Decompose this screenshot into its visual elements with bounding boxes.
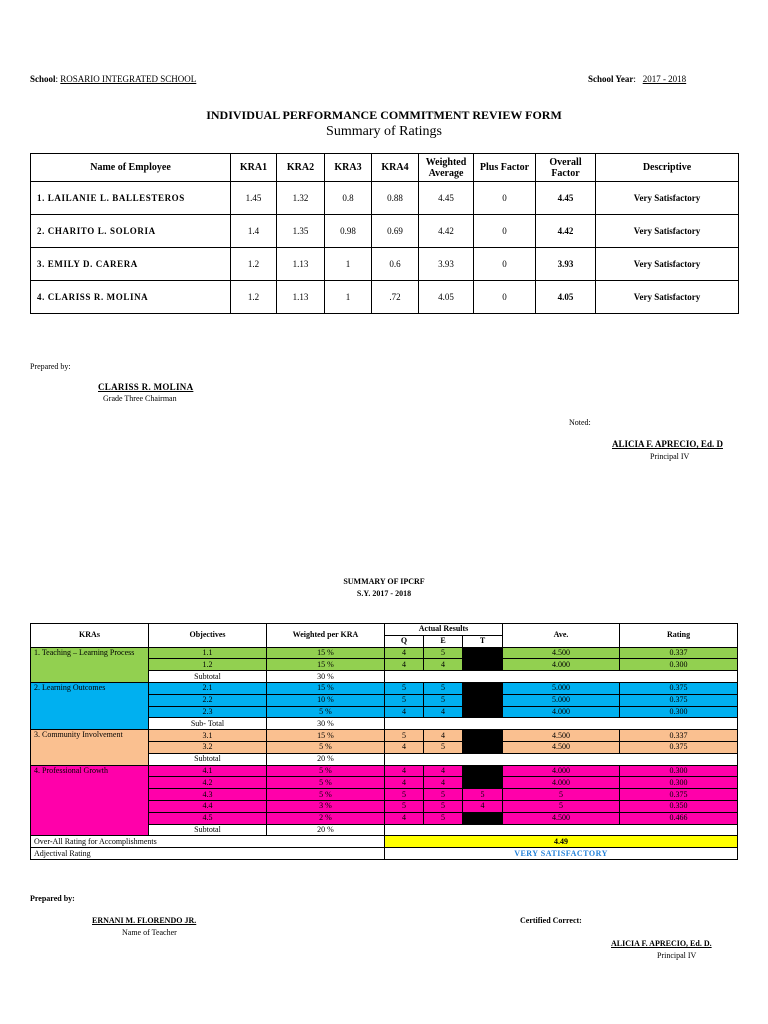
col-kra2: KRA2 <box>277 154 325 182</box>
rating-cell: 0.300 <box>620 706 738 718</box>
header-rating: Rating <box>620 624 738 648</box>
col-plus-factor: Plus Factor <box>474 154 536 182</box>
kra-3-label: 3. Community Involvement <box>31 730 149 765</box>
weighted-average-cell: 3.93 <box>419 248 474 281</box>
t-cell <box>463 741 503 753</box>
objective-cell: 3.1 <box>149 730 267 742</box>
certifier-position: Principal IV <box>657 951 697 960</box>
kra-4-label: 4. Professional Growth <box>31 765 149 836</box>
kra4-cell: 0.6 <box>372 248 419 281</box>
t-cell <box>463 812 503 824</box>
ave-cell: 4.500 <box>503 812 620 824</box>
teacher-position: Name of Teacher <box>122 928 177 937</box>
weight-cell: 5 % <box>267 706 385 718</box>
objective-cell: 3.2 <box>149 741 267 753</box>
t-cell <box>463 694 503 706</box>
header-ave: Ave. <box>503 624 620 648</box>
ave-cell: 4.500 <box>503 741 620 753</box>
plus-factor-cell: 0 <box>474 248 536 281</box>
q-cell: 4 <box>385 812 424 824</box>
kra3-cell: 0.8 <box>325 182 372 215</box>
ave-cell: 5 <box>503 789 620 801</box>
t-cell <box>463 730 503 742</box>
subtotal-blank <box>385 671 738 683</box>
ipcrf-header-row <box>31 624 738 636</box>
kra1-cell: 1.2 <box>231 248 277 281</box>
e-cell: 5 <box>424 800 463 812</box>
weight-cell: 5 % <box>267 765 385 777</box>
t-cell <box>463 765 503 777</box>
kra4-cell: 0.69 <box>372 215 419 248</box>
kra3-cell: 1 <box>325 281 372 314</box>
t-cell: 4 <box>463 800 503 812</box>
weight-cell: 2 % <box>267 812 385 824</box>
table-row <box>31 730 738 742</box>
header-objectives: Objectives <box>149 624 267 648</box>
prepared-by-label: Prepared by: <box>30 362 71 371</box>
plus-factor-cell: 0 <box>474 182 536 215</box>
adjectival-label: Adjectival Rating <box>31 848 385 860</box>
kra1-cell: 1.45 <box>231 182 277 215</box>
kra1-cell: 1.2 <box>231 281 277 314</box>
weight-cell: 10 % <box>267 694 385 706</box>
subtotal-blank <box>385 753 738 765</box>
e-cell: 4 <box>424 659 463 671</box>
noted-position: Principal IV <box>650 452 690 461</box>
adjectival-value: VERY SATISFACTORY <box>385 848 738 860</box>
school-year-label: School Year <box>588 74 634 84</box>
kra3-cell: 1 <box>325 248 372 281</box>
header-kras: KRAs <box>31 624 149 648</box>
header-e: E <box>424 635 463 647</box>
subtotal-label: Subtotal <box>149 824 267 836</box>
ave-cell: 4.000 <box>503 659 620 671</box>
weight-cell: 3 % <box>267 800 385 812</box>
header-q: Q <box>385 635 424 647</box>
overall-factor-cell: 3.93 <box>536 248 596 281</box>
objective-cell: 4.3 <box>149 789 267 801</box>
kra-1-label: 1. Teaching – Learning Process <box>31 647 149 682</box>
t-cell <box>463 706 503 718</box>
q-cell: 5 <box>385 694 424 706</box>
summary-sy: S.Y. 2017 - 2018 <box>356 589 412 598</box>
rating-cell: 0.300 <box>620 777 738 789</box>
header-t: T <box>463 635 503 647</box>
objective-cell: 1.2 <box>149 659 267 671</box>
rating-cell: 0.466 <box>620 812 738 824</box>
e-cell: 5 <box>424 789 463 801</box>
school-year: 2017 - 2018 <box>642 74 687 84</box>
employee-name: 2. CHARITO L. SOLORIA <box>31 215 231 248</box>
descriptive-cell: Very Satisfactory <box>596 215 739 248</box>
employee-name: 4. CLARISS R. MOLINA <box>31 281 231 314</box>
adjectival-row <box>31 848 738 860</box>
rating-cell: 0.375 <box>620 682 738 694</box>
employee-name: 3. EMILY D. CARERA <box>31 248 231 281</box>
col-kra3: KRA3 <box>325 154 372 182</box>
kra2-cell: 1.13 <box>277 281 325 314</box>
kra4-cell: .72 <box>372 281 419 314</box>
ave-cell: 4.500 <box>503 730 620 742</box>
weight-cell: 15 % <box>267 682 385 694</box>
t-cell <box>463 647 503 659</box>
weight-cell: 5 % <box>267 741 385 753</box>
weighted-average-cell: 4.05 <box>419 281 474 314</box>
subtotal-value: 30 % <box>267 671 385 683</box>
q-cell: 5 <box>385 730 424 742</box>
col-name: Name of Employee <box>31 154 231 182</box>
q-cell: 4 <box>385 741 424 753</box>
table-row <box>31 765 738 777</box>
overall-factor-cell: 4.42 <box>536 215 596 248</box>
descriptive-cell: Very Satisfactory <box>596 281 739 314</box>
col-weighted-average: Weighted Average <box>419 154 474 182</box>
q-cell: 5 <box>385 800 424 812</box>
teacher-name: ERNANI M. FLORENDO JR. <box>92 916 197 925</box>
kra2-cell: 1.32 <box>277 182 325 215</box>
certified-label: Certified Correct: <box>520 916 582 925</box>
e-cell: 5 <box>424 812 463 824</box>
q-cell: 4 <box>385 765 424 777</box>
subtotal-value: 20 % <box>267 753 385 765</box>
e-cell: 5 <box>424 682 463 694</box>
plus-factor-cell: 0 <box>474 215 536 248</box>
rating-cell: 0.337 <box>620 730 738 742</box>
weight-cell: 15 % <box>267 647 385 659</box>
q-cell: 4 <box>385 647 424 659</box>
e-cell: 4 <box>424 730 463 742</box>
form-subtitle: Summary of Ratings <box>326 124 442 139</box>
e-cell: 5 <box>424 647 463 659</box>
ave-cell: 4.000 <box>503 765 620 777</box>
school-line: School: ROSARIO INTEGRATED SCHOOL <box>30 74 197 84</box>
weighted-average-cell: 4.42 <box>419 215 474 248</box>
weight-cell: 5 % <box>267 777 385 789</box>
descriptive-cell: Very Satisfactory <box>596 248 739 281</box>
col-overall-factor: Overall Factor <box>536 154 596 182</box>
table-row <box>31 182 739 215</box>
kra2-cell: 1.35 <box>277 215 325 248</box>
rating-cell: 0.300 <box>620 659 738 671</box>
noted-label: Noted: <box>569 418 591 427</box>
weight-cell: 15 % <box>267 659 385 671</box>
ave-cell: 4.000 <box>503 706 620 718</box>
rating-cell: 0.375 <box>620 694 738 706</box>
objective-cell: 4.5 <box>149 812 267 824</box>
weight-cell: 15 % <box>267 730 385 742</box>
preparer-name: CLARISS R. MOLINA <box>98 382 194 392</box>
table-row <box>31 281 739 314</box>
ave-cell: 5.000 <box>503 694 620 706</box>
subtotal-value: 30 % <box>267 718 385 730</box>
overall-row <box>31 836 738 848</box>
q-cell: 5 <box>385 682 424 694</box>
ratings-header-row <box>31 154 739 182</box>
col-descriptive: Descriptive <box>596 154 739 182</box>
e-cell: 4 <box>424 777 463 789</box>
t-cell: 5 <box>463 789 503 801</box>
table-row <box>31 647 738 659</box>
descriptive-cell: Very Satisfactory <box>596 182 739 215</box>
objective-cell: 4.1 <box>149 765 267 777</box>
overall-factor-cell: 4.05 <box>536 281 596 314</box>
ave-cell: 5 <box>503 800 620 812</box>
ipcrf-summary-table <box>30 623 738 860</box>
q-cell: 4 <box>385 706 424 718</box>
overall-value: 4.49 <box>385 836 738 848</box>
subtotal-label: Subtotal <box>149 753 267 765</box>
school-name: ROSARIO INTEGRATED SCHOOL <box>60 74 197 84</box>
form-title: INDIVIDUAL PERFORMANCE COMMITMENT REVIEW FORM <box>206 108 562 122</box>
subtotal-value: 20 % <box>267 824 385 836</box>
col-kra4: KRA4 <box>372 154 419 182</box>
q-cell: 4 <box>385 659 424 671</box>
objective-cell: 4.2 <box>149 777 267 789</box>
prepared-by-label-2: Prepared by: <box>30 894 75 903</box>
school-label: School <box>30 74 56 84</box>
kra4-cell: 0.88 <box>372 182 419 215</box>
ave-cell: 4.000 <box>503 777 620 789</box>
subtotal-blank <box>385 718 738 730</box>
certifier-name: ALICIA F. APRECIO, Ed. D. <box>611 939 712 948</box>
objective-cell: 4.4 <box>149 800 267 812</box>
subtotal-blank <box>385 824 738 836</box>
ratings-table <box>30 153 739 314</box>
plus-factor-cell: 0 <box>474 281 536 314</box>
ave-cell: 5.000 <box>503 682 620 694</box>
kra2-cell: 1.13 <box>277 248 325 281</box>
table-row <box>31 215 739 248</box>
objective-cell: 2.1 <box>149 682 267 694</box>
weight-cell: 5 % <box>267 789 385 801</box>
e-cell: 5 <box>424 741 463 753</box>
overall-factor-cell: 4.45 <box>536 182 596 215</box>
subtotal-label: Subtotal <box>149 671 267 683</box>
e-cell: 4 <box>424 765 463 777</box>
t-cell <box>463 777 503 789</box>
employee-name: 1. LAILANIE L. BALLESTEROS <box>31 182 231 215</box>
overall-label: Over-All Rating for Accomplishments <box>31 836 385 848</box>
t-cell <box>463 659 503 671</box>
school-year-line: School Year: 2017 - 2018 <box>588 74 687 84</box>
ave-cell: 4.500 <box>503 647 620 659</box>
objective-cell: 1.1 <box>149 647 267 659</box>
preparer-position: Grade Three Chairman <box>103 394 177 403</box>
t-cell <box>463 682 503 694</box>
subtotal-label: Sub- Total <box>149 718 267 730</box>
e-cell: 5 <box>424 694 463 706</box>
weighted-average-cell: 4.45 <box>419 182 474 215</box>
kra3-cell: 0.98 <box>325 215 372 248</box>
kra-2-label: 2. Learning Outcomes <box>31 682 149 729</box>
col-kra1: KRA1 <box>231 154 277 182</box>
objective-cell: 2.3 <box>149 706 267 718</box>
kra1-cell: 1.4 <box>231 215 277 248</box>
rating-cell: 0.300 <box>620 765 738 777</box>
rating-cell: 0.375 <box>620 789 738 801</box>
summary-title: SUMMARY OF IPCRF <box>343 577 425 586</box>
objective-cell: 2.2 <box>149 694 267 706</box>
e-cell: 4 <box>424 706 463 718</box>
q-cell: 5 <box>385 789 424 801</box>
table-row <box>31 682 738 694</box>
rating-cell: 0.350 <box>620 800 738 812</box>
noted-name: ALICIA F. APRECIO, Ed. D <box>612 439 723 449</box>
q-cell: 4 <box>385 777 424 789</box>
table-row <box>31 248 739 281</box>
rating-cell: 0.337 <box>620 647 738 659</box>
rating-cell: 0.375 <box>620 741 738 753</box>
header-actual-results: Actual Results <box>385 624 503 636</box>
header-weighted: Weighted per KRA <box>267 624 385 648</box>
